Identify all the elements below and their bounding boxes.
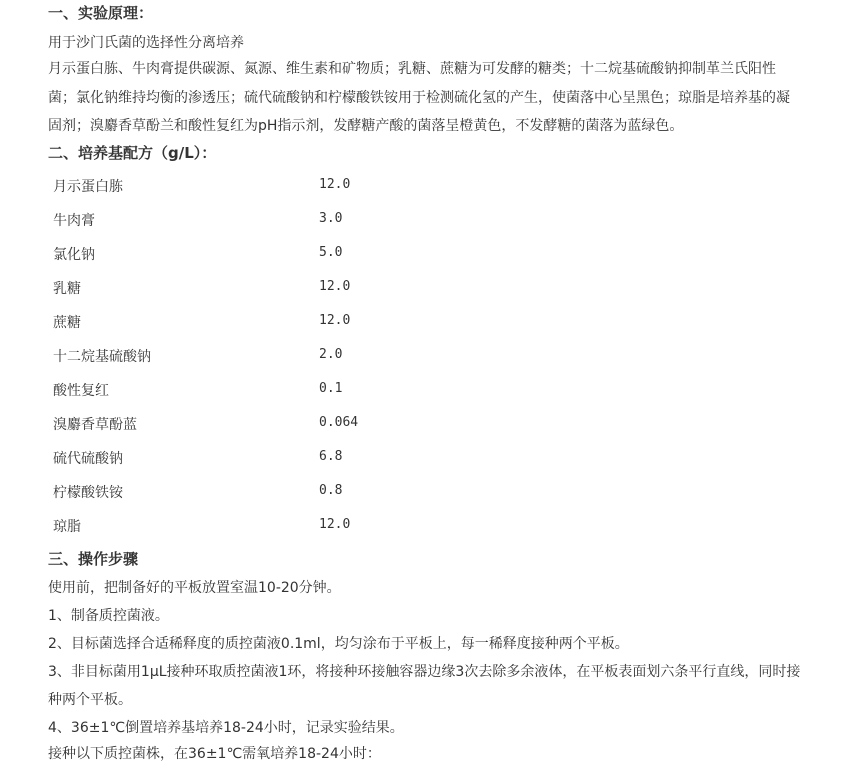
procedure-line: 种两个平板。 xyxy=(48,692,132,708)
principle-line: 月示蛋白胨、牛肉膏提供碳源、氮源、维生素和矿物质；乳糖、蔗糖为可发酵的糖类；十二烷基硫酸钠抑制革兰氏阳性 xyxy=(48,61,776,77)
ingredient-name: 牛肉膏 xyxy=(53,213,95,229)
ingredient-name: 柠檬酸铁铵 xyxy=(53,485,123,501)
principle-line: 菌；氯化钠维持均衡的渗透压；硫代硫酸钠和柠檬酸铁铵用于检测硫化氢的产生，使菌落中心呈黑色；琼脂是培养基的凝 xyxy=(48,90,790,106)
ingredient-name: 月示蛋白胨 xyxy=(53,179,123,195)
ingredient-amount: 0.064 xyxy=(319,415,359,430)
recipe-row xyxy=(48,312,568,346)
ingredient-name: 琼脂 xyxy=(53,519,81,535)
section-heading-recipe: 二、培养基配方（g/L）： xyxy=(48,144,217,162)
ingredient-name: 十二烷基硫酸钠 xyxy=(53,349,151,365)
ingredient-amount: 3.0 xyxy=(319,211,343,226)
section-heading-procedure: 三、操作步骤 xyxy=(48,550,139,568)
ingredient-name: 酸性复红 xyxy=(53,383,109,399)
ingredient-name: 蔗糖 xyxy=(53,315,81,331)
recipe-row xyxy=(48,346,568,380)
ingredient-name: 氯化钠 xyxy=(53,247,95,263)
procedure-line: 1、制备质控菌液。 xyxy=(48,608,169,624)
ingredient-name: 乳糖 xyxy=(53,281,81,297)
recipe-row xyxy=(48,210,568,244)
ingredient-amount: 0.1 xyxy=(319,381,343,396)
ingredient-amount: 12.0 xyxy=(319,517,351,532)
recipe-row xyxy=(48,380,568,414)
ingredient-name: 溴麝香草酚蓝 xyxy=(53,417,137,433)
ingredient-amount: 12.0 xyxy=(319,177,351,192)
procedure-line: 2、目标菌选择合适稀释度的质控菌液0.1ml，均匀涂布于平板上，每一稀释度接种两个平板。 xyxy=(48,636,629,652)
procedure-line: 接种以下质控菌株，在36±1℃需氧培养18-24小时： xyxy=(48,746,381,762)
recipe-row xyxy=(48,278,568,312)
recipe-row xyxy=(48,516,568,550)
ingredient-amount: 12.0 xyxy=(319,279,351,294)
principle-line: 用于沙门氏菌的选择性分离培养 xyxy=(48,35,244,51)
recipe-row xyxy=(48,414,568,448)
recipe-row xyxy=(48,176,568,210)
procedure-line: 4、36±1℃倒置培养基培养18-24小时，记录实验结果。 xyxy=(48,720,404,736)
section-heading-principle: 一、实验原理： xyxy=(48,4,154,22)
recipe-row xyxy=(48,448,568,482)
recipe-row xyxy=(48,244,568,278)
ingredient-amount: 6.8 xyxy=(319,449,343,464)
recipe-row xyxy=(48,482,568,516)
ingredient-amount: 0.8 xyxy=(319,483,343,498)
ingredient-amount: 5.0 xyxy=(319,245,343,260)
ingredient-amount: 12.0 xyxy=(319,313,351,328)
procedure-line: 使用前，把制备好的平板放置室温10-20分钟。 xyxy=(48,580,341,596)
ingredient-name: 硫代硫酸钠 xyxy=(53,451,123,467)
ingredient-amount: 2.0 xyxy=(319,347,343,362)
principle-line: 固剂；溴麝香草酚兰和酸性复红为pH指示剂，发酵糖产酸的菌落呈橙黄色，不发酵糖的菌落为蓝绿色。 xyxy=(48,118,684,134)
procedure-line: 3、非目标菌用1μL接种环取质控菌液1环，将接种环接触容器边缘3次去除多余液体，在平板表面划六条平行直线，同时接 xyxy=(48,664,801,680)
